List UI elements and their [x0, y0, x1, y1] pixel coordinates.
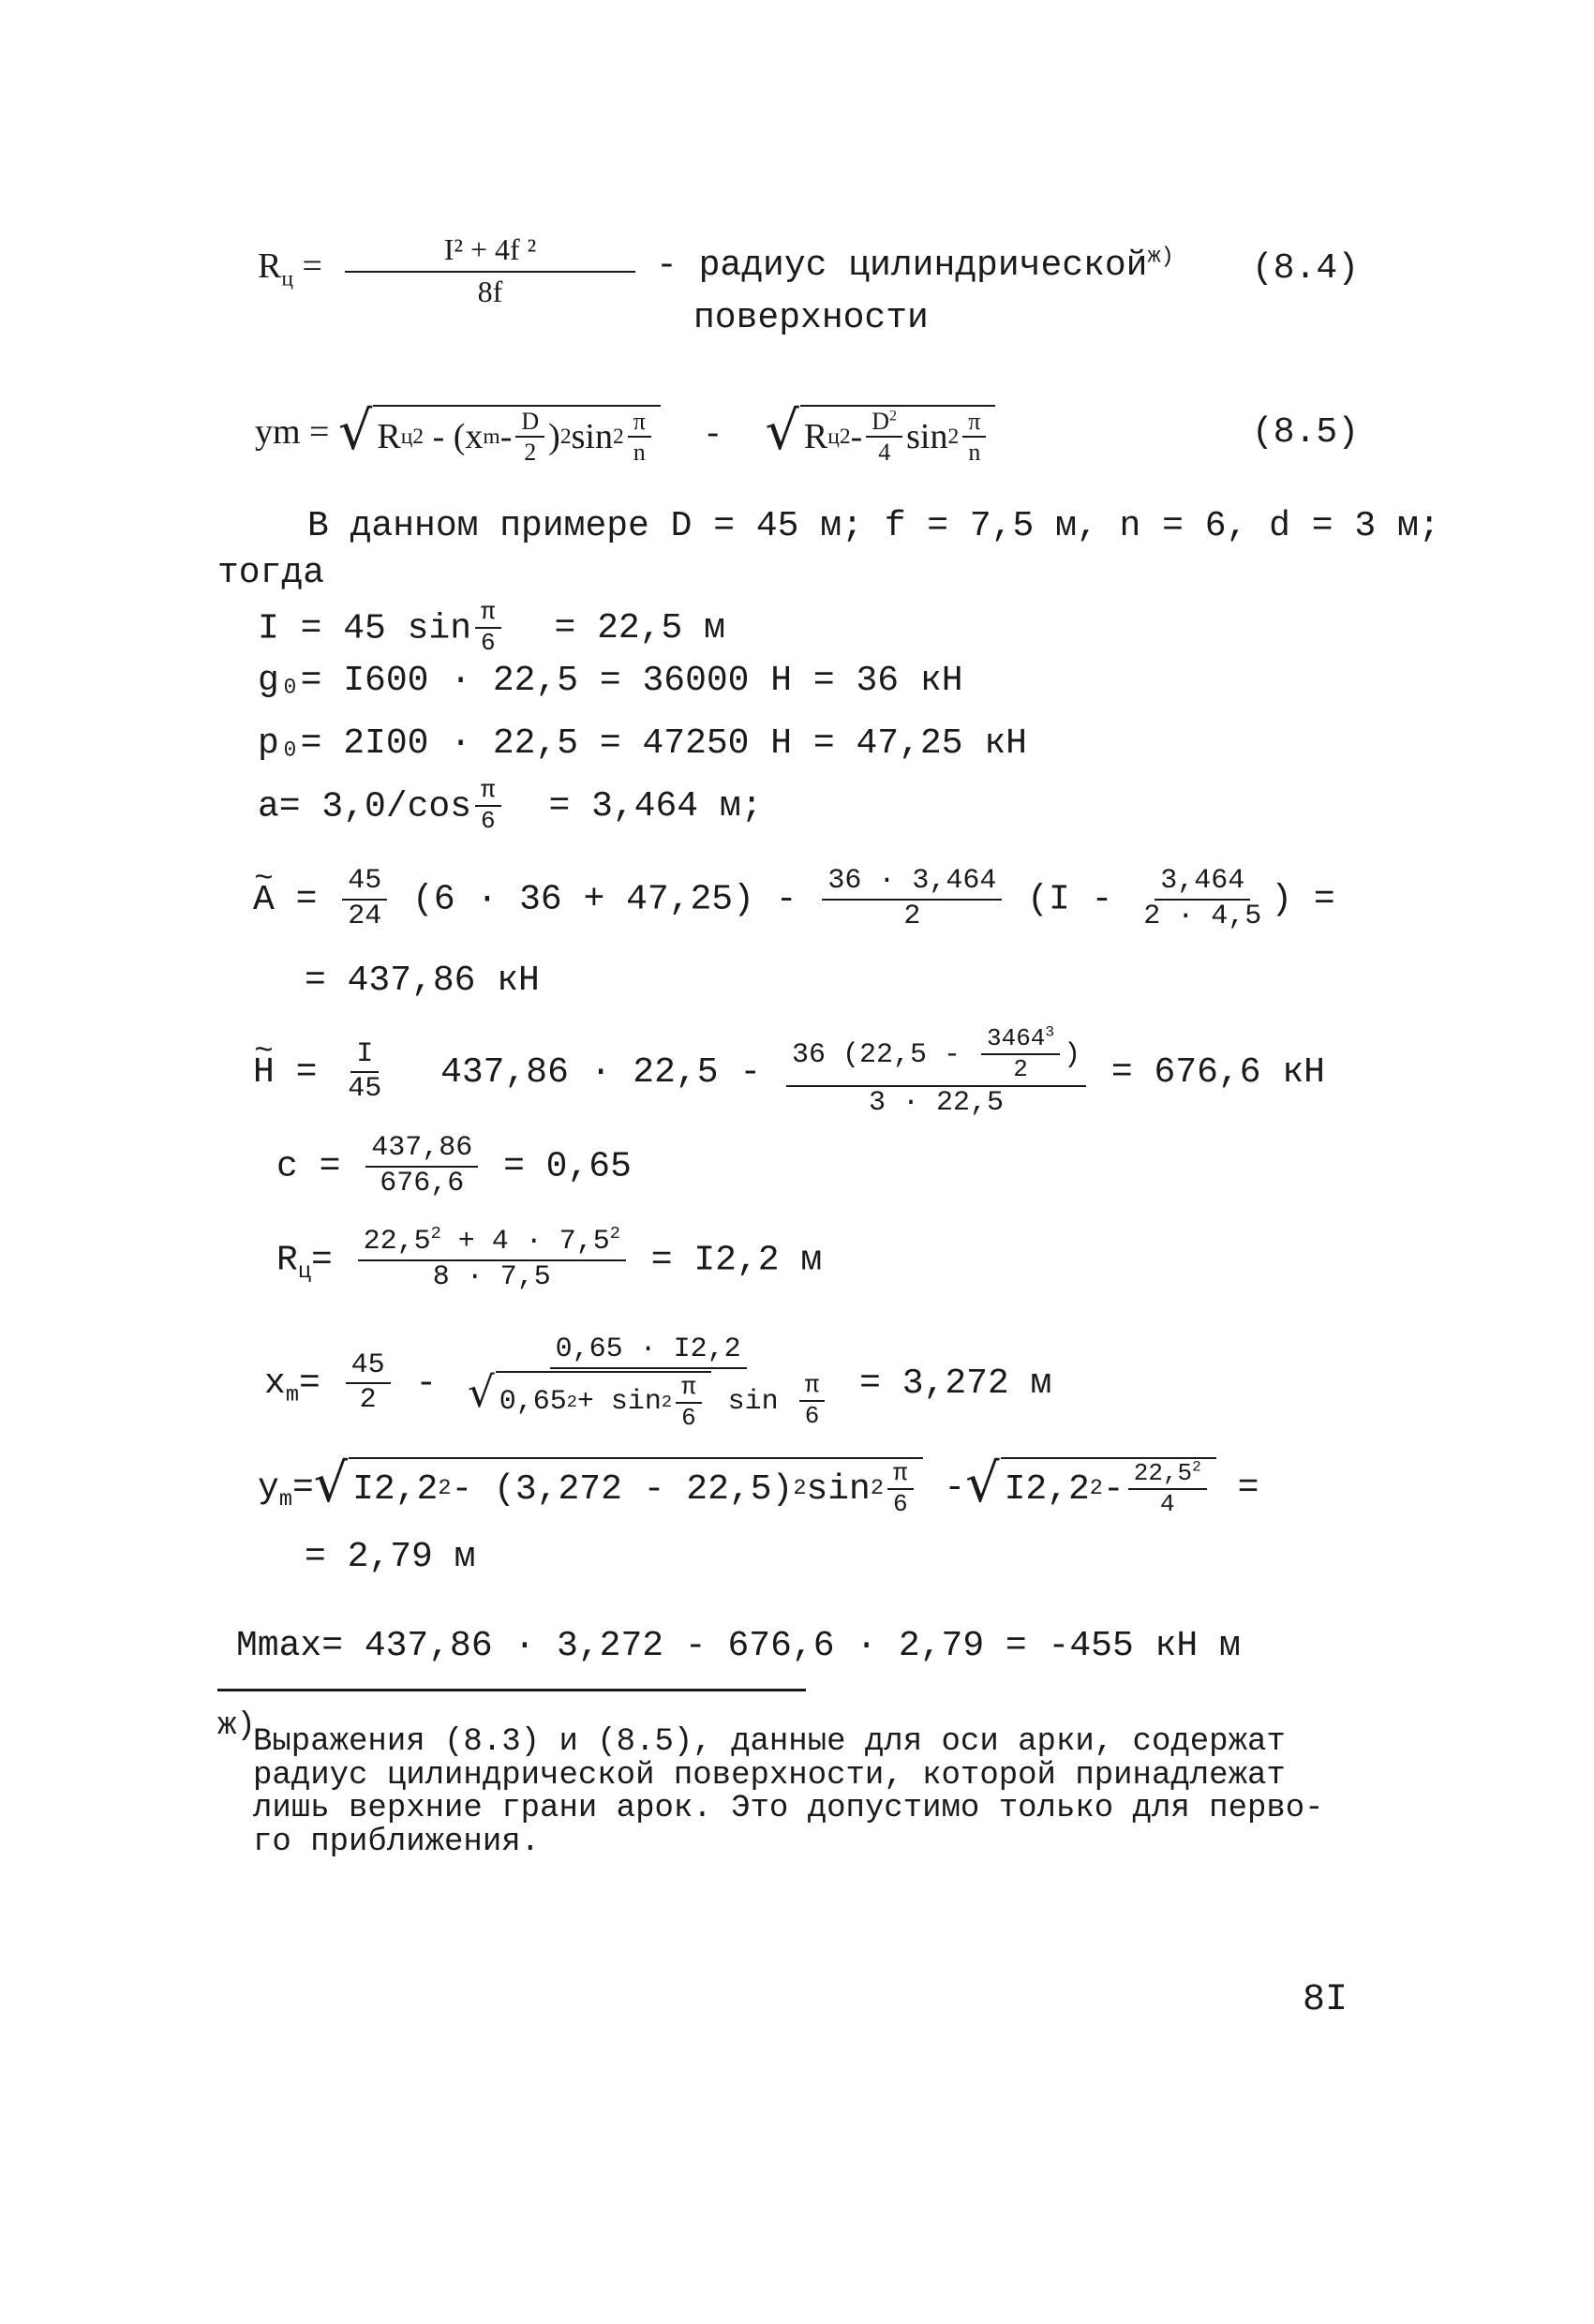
calc-g0: g₀= I600 · 22,5 = 36000 H = 36 кH — [258, 661, 963, 701]
calc-A-result: = 437,86 кH — [305, 961, 540, 1001]
calc-a: a= 3,0/cos $\frac{\pi}{6}$ = 3,464 м; — [258, 776, 763, 836]
calc-l: I = 45 sin $\frac{\pi}{6}$ = 22,5 м — [258, 598, 725, 658]
eq-8-4-desc-text: - радиус цилиндрической — [656, 246, 1148, 286]
eq-8-5: ym = √ R ц 2 - (x m - $\frac{D}{2}$ ) 2 sin 2 $\frac{\pi}{n}$ - √ R ц 2 - $\frac{D^2}{4}$ sin 2 $\frac{\pi}{n}$ — [255, 405, 995, 466]
calc-y-result: = 2,79 м — [305, 1537, 476, 1577]
calc-x-result: = 3,272 м — [859, 1363, 1052, 1405]
calc-H: ~ H = $\frac{I}{45}$ 437,86 · 22,5 - 36 (22,5 - $\frac{3464^3}{2}$ ) 3 · 22,5 = 676,6 кH — [253, 1026, 1325, 1118]
sqrt-term-2: √ R ц 2 - $\frac{D^2}{4}$ sin 2 $\frac{\pi}{n}$ — [766, 405, 996, 466]
page-number: 8I — [1303, 1979, 1348, 2021]
footnote-line-4: го приближения. — [253, 1825, 541, 1861]
calc-p0: p₀= 2I00 · 22,5 = 47250 H = 47,25 кH — [258, 723, 1027, 764]
eq-8-4-numerator: I² + 4f ² — [345, 232, 635, 273]
footnote-line-3: лишь верхние грани арок. Это допустимо только для перво- — [253, 1791, 1324, 1827]
footnote-line-1: Выражения (8.3) и (8.5), данные для оси арки, содержат — [253, 1724, 1286, 1760]
calc-x: $x_m=$ $\frac{45}{2}$ - 0,65 · I2,2 √ 0,65 2 + sin 2 $\frac{\pi}{6}$ sin $\frac{\pi}{6}$ = 3,272 м — [264, 1333, 1052, 1432]
eq-8-5-number: (8.5) — [1252, 412, 1360, 453]
calc-c-result: = 0,65 — [503, 1146, 632, 1187]
calc-l-result: = 22,5 м — [554, 608, 725, 649]
eq-8-4-desc-line2: поверхности — [693, 298, 929, 338]
eq-8-5-lhs: ym = — [255, 412, 330, 453]
calc-H-result: = 676,6 кH — [1110, 1052, 1325, 1094]
footnote-mark: ж) — [217, 1708, 256, 1744]
footnote-text — [253, 1726, 1324, 1860]
calc-a-lhs: a= 3,0/cos — [258, 786, 472, 827]
eq-8-4-fraction — [345, 232, 635, 309]
calc-M: Mmax= 437,86 · 3,272 - 676,6 · 2,79 = -455 кH м — [236, 1626, 1241, 1666]
calc-R-result: = I2,2 м — [650, 1240, 823, 1281]
footnote-line-2: радиус цилиндрической поверхности, которой принадлежат — [253, 1757, 1286, 1794]
footnote-separator — [217, 1689, 806, 1691]
eq-8-4-description — [656, 246, 1174, 286]
calc-R: $R_ц=$ $\frac{22,5^2 + 4 \cdot 7,5^2}{8 \cdot 7,5}$ = I2,2 м — [276, 1224, 823, 1293]
calc-A: ~ A = $\frac{45}{24}$ (6 · 36 + 47,25) - $\frac{36 \cdot 3,464}{2}$ (I - $\frac{3,464}{2 \cdot 4,5}$ ) = — [253, 867, 1335, 931]
calc-a-result: = 3,464 м; — [548, 786, 763, 827]
footnote-ref-mark: ж) — [1147, 244, 1174, 270]
calc-y: $y_m=$ √ I2,2 2 - (3,272 - 22,5) 2 sin 2 $\frac{\pi}{6}$ - √ I2,2 2 - $\frac{22,5^2}{4}$ = — [258, 1452, 1259, 1519]
example-line: В данном примере D = 45 м; f = 7,5 м, n = 6, d = 3 м; — [307, 506, 1440, 546]
calc-A-lhs: ~ A — [253, 880, 275, 920]
calc-c: c = $\frac{437,86}{676,6}$ = 0,65 — [276, 1132, 632, 1199]
then-word: тогда — [217, 553, 325, 593]
sqrt-term-1: √ R ц 2 - (x m - $\frac{D}{2}$ ) 2 sin 2 $\frac{\pi}{n}$ — [338, 405, 661, 466]
calc-l-lhs: I = 45 sin — [258, 608, 472, 649]
eq-8-4-lhs: $R_ц$ = — [258, 246, 322, 291]
eq-8-4-denominator: 8f — [477, 275, 503, 308]
calc-H-lhs: ~ H — [253, 1052, 275, 1093]
eq-8-4-number: (8.4) — [1252, 248, 1360, 289]
